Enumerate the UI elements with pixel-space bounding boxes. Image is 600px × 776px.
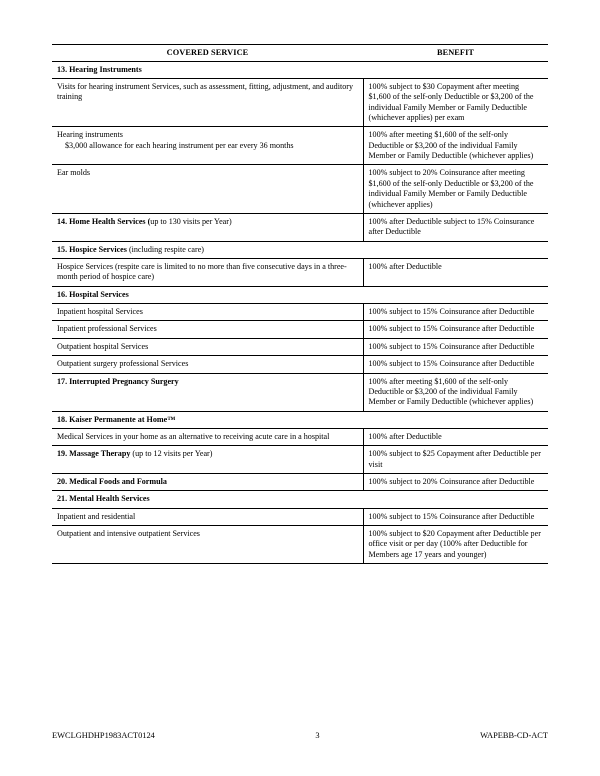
table-section-row xyxy=(52,411,548,428)
benefit-cell: 100% after Deductible xyxy=(363,428,548,445)
benefit-cell: 100% subject to 20% Coinsurance after Deductible xyxy=(363,474,548,491)
section-label: 18. Kaiser Permanente at Home™ xyxy=(52,411,548,428)
benefit-cell: 100% subject to 15% Coinsurance after Deductible xyxy=(363,356,548,373)
service-cell: Inpatient and residential xyxy=(52,508,363,525)
benefit-cell: 100% subject to 15% Coinsurance after Deductible xyxy=(363,508,548,525)
service-cell: Visits for hearing instrument Services, such as assessment, fitting, adjustment, and auditory training xyxy=(52,78,363,126)
table-row xyxy=(52,321,548,338)
column-header-covered-service: COVERED SERVICE xyxy=(52,45,363,62)
service-title-rest: up to 130 visits per Year) xyxy=(150,216,232,226)
service-cell: Ear molds xyxy=(52,165,363,213)
table-row xyxy=(52,259,548,287)
service-cell: Outpatient surgery professional Services xyxy=(52,356,363,373)
section-label-rest: (including respite care) xyxy=(128,244,204,254)
benefit-cell: 100% subject to $25 Copayment after Deductible per visit xyxy=(363,446,548,474)
service-title-bold: 14. Home Health Services ( xyxy=(57,216,151,226)
footer-page-number: 3 xyxy=(315,731,320,740)
table-row xyxy=(52,213,548,241)
service-cell xyxy=(52,213,363,241)
service-cell xyxy=(52,446,363,474)
service-cell: Inpatient professional Services xyxy=(52,321,363,338)
footer-plan-code: WAPEBB-CD-ACT xyxy=(480,731,548,740)
table-section-row xyxy=(52,61,548,78)
service-cell: Inpatient hospital Services xyxy=(52,304,363,321)
table-row xyxy=(52,127,548,165)
page-footer xyxy=(52,731,548,740)
service-cell: Outpatient and intensive outpatient Services xyxy=(52,526,363,564)
service-cell: 20. Medical Foods and Formula xyxy=(52,474,363,491)
benefit-cell: 100% after meeting $1,600 of the self-only Deductible or $3,200 of the individual Family Member or Family Deductible (whichever applies) xyxy=(363,127,548,165)
benefit-cell: 100% subject to 15% Coinsurance after Deductible xyxy=(363,321,548,338)
service-cell: Outpatient hospital Services xyxy=(52,338,363,355)
service-cell: Medical Services in your home as an alternative to receiving acute care in a hospital xyxy=(52,428,363,445)
table-header-row xyxy=(52,45,548,62)
benefit-cell: 100% after meeting $1,600 of the self-only Deductible or $3,200 of the individual Family Member or Family Deductible (whichever applies) xyxy=(363,373,548,411)
benefits-table xyxy=(52,44,548,564)
benefit-cell: 100% subject to $20 Copayment after Deductible per office visit or per day (100% after Deductible for Members age 17 years and younger) xyxy=(363,526,548,564)
section-label: 16. Hospital Services xyxy=(52,286,548,303)
service-cell xyxy=(52,127,363,165)
benefit-cell: 100% after Deductible subject to 15% Coinsurance after Deductible xyxy=(363,213,548,241)
column-header-benefit: BENEFIT xyxy=(363,45,548,62)
table-row xyxy=(52,356,548,373)
table-row xyxy=(52,78,548,126)
benefit-cell: 100% after Deductible xyxy=(363,259,548,287)
table-row xyxy=(52,526,548,564)
service-detail: $3,000 allowance for each hearing instrument per ear every 36 months xyxy=(65,140,294,150)
section-label-bold: 15. Hospice Services xyxy=(57,244,129,254)
table-row xyxy=(52,338,548,355)
table-row xyxy=(52,428,548,445)
benefit-cell: 100% subject to 15% Coinsurance after Deductible xyxy=(363,304,548,321)
table-section-row xyxy=(52,491,548,508)
section-label: 13. Hearing Instruments xyxy=(52,61,548,78)
table-row xyxy=(52,474,548,491)
table-row xyxy=(52,304,548,321)
benefit-cell: 100% subject to 15% Coinsurance after Deductible xyxy=(363,338,548,355)
service-title: Hearing instruments xyxy=(57,130,123,140)
service-cell: Hospice Services (respite care is limited to no more than five consecutive days in a three-month period of hospice care) xyxy=(52,259,363,287)
table-section-row xyxy=(52,286,548,303)
benefit-cell: 100% subject to $30 Copayment after meeting $1,600 of the self-only Deductible or $3,200 of the individual Family Member or Family Deductible (whichever applies) per exam xyxy=(363,78,548,126)
service-cell: 17. Interrupted Pregnancy Surgery xyxy=(52,373,363,411)
table-row xyxy=(52,373,548,411)
table-row xyxy=(52,508,548,525)
footer-form-number: EWCLGHDHP1983ACT0124 xyxy=(52,731,155,740)
benefit-cell: 100% subject to 20% Coinsurance after meeting $1,600 of the self-only Deductible or $3,200 of the individual Family Member or Family Deductible (whichever applies) xyxy=(363,165,548,213)
table-row xyxy=(52,446,548,474)
table-row xyxy=(52,165,548,213)
service-title-rest: (up to 12 visits per Year) xyxy=(132,449,213,459)
section-label xyxy=(52,241,548,258)
section-label: 21. Mental Health Services xyxy=(52,491,548,508)
service-title-bold: 19. Massage Therapy xyxy=(57,449,133,459)
table-section-row xyxy=(52,241,548,258)
